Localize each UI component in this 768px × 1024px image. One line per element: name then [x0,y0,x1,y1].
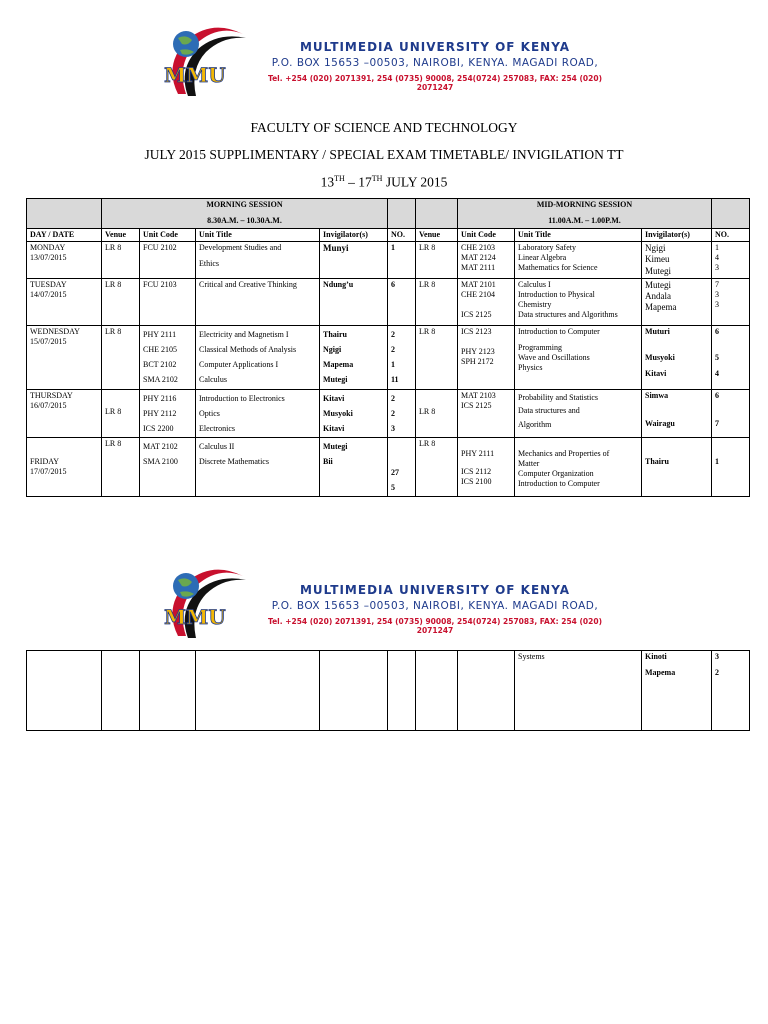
university-contacts: Tel. +254 (020) 2071391, 254 (0735) 90008, 254(0724) 257083, FAX: 254 (020) 2071247 [267,74,603,92]
column-header: Unit Title [515,229,642,242]
table-row: THURSDAY 16/07/2015 LR 8 PHY 2116 PHY 2112 ICS 2200 Introduction to Electronics Optics Electronics Kitavi Musyoki Kitavi 2 2 3 LR 8 MAT 2103 ICS 2125 Probability and Statistics Data structures and Algorithm Simwa Wairagu 6 7 [27,389,750,438]
column-header: Invigilator(s) [642,229,712,242]
timetable-continuation [26,650,750,731]
session-header-row [27,199,750,229]
page-header-2 [0,566,768,646]
svg-text:MMU: MMU [164,63,226,87]
date-range: 13TH – 17TH JULY 2015 [320,174,448,190]
column-header: DAY / DATE [27,229,102,242]
table-row: Systems Kinoti Mapema 3 2 [27,651,750,731]
table-row: MONDAY 13/07/2015 LR 8 FCU 2102 Development Studies and Ethics Munyi 1 LR 8 CHE 2103 MAT 2124 MAT 2111 Laboratory Safety Linear Algebra Mathematics for Science Ngigi Kimeu Mutegi 1 4 3 [27,242,750,279]
university-address: P.O. BOX 15653 –00503, NAIROBI, KENYA. MAGADI ROAD, [271,57,599,69]
column-header: Unit Code [140,229,196,242]
university-address: P.O. BOX 15653 –00503, NAIROBI, KENYA. MAGADI ROAD, [271,600,599,612]
university-name: MULTIMEDIA UNIVERSITY OF KENYA [299,583,571,597]
exam-timetable [26,198,750,497]
morning-session-header: MORNING SESSION 8.30A.M. – 10.30A.M. [102,199,388,229]
svg-text:MMU: MMU [164,605,226,629]
column-header: NO. [388,229,416,242]
university-name: MULTIMEDIA UNIVERSITY OF KENYA [299,40,571,54]
table-row: TUESDAY 14/07/2015 LR 8 FCU 2103 Critical and Creative Thinking Ndung’u 6 LR 8 MAT 2101 CHE 2104 ICS 2125 Calculus I Introduction to Physical Chemistry Data structures and Algorithms Mutegi Andala Mapema 7 3 3 [27,278,750,325]
faculty-title: FACULTY OF SCIENCE AND TECHNOLOGY [250,120,518,135]
mmu-logo-icon [158,24,250,102]
exam-title: JULY 2015 SUPPLIMENTARY / SPECIAL EXAM TIMETABLE/ INVIGILATION TT [144,147,624,162]
column-header: Venue [416,229,458,242]
table-row: WEDNESDAY 15/07/2015 LR 8 PHY 2111 CHE 2105 BCT 2102 SMA 2102 Electricity and Magnetism I Classical Methods of Analysis Computer Applications I Calculus Thairu Ngigi Mapema Mutegi 2 2 1 11 LR 8 ICS 2123 PHY 2123 SPH 2172 Introduction to Computer Programming Wave and Oscillations Physics Muturi Musyoki Kitavi 6 5 4 [27,325,750,389]
mid-morning-session-header: MID-MORNING SESSION 11.00A.M. – 1.00P.M. [458,199,712,229]
column-header: Venue [102,229,140,242]
column-header: NO. [712,229,750,242]
page-header-1 [0,24,768,104]
table-row: FRIDAY 17/07/2015 LR 8 MAT 2102 SMA 2100 Calculus II Discrete Mathematics Mutegi Bii 27 5 LR 8 PHY 2111 ICS 2112 ICS 2100 Mechanics and Properties of Matter Computer Organization Introduction to Computer Thairu 1 [27,438,750,497]
column-header-row [27,229,750,242]
column-header: Invigilator(s) [320,229,388,242]
mmu-logo-icon [158,566,250,644]
column-header: Unit Title [196,229,320,242]
document-titles [0,120,768,201]
column-header: Unit Code [458,229,515,242]
university-contacts: Tel. +254 (020) 2071391, 254 (0735) 90008, 254(0724) 257083, FAX: 254 (020) 2071247 [267,617,603,635]
